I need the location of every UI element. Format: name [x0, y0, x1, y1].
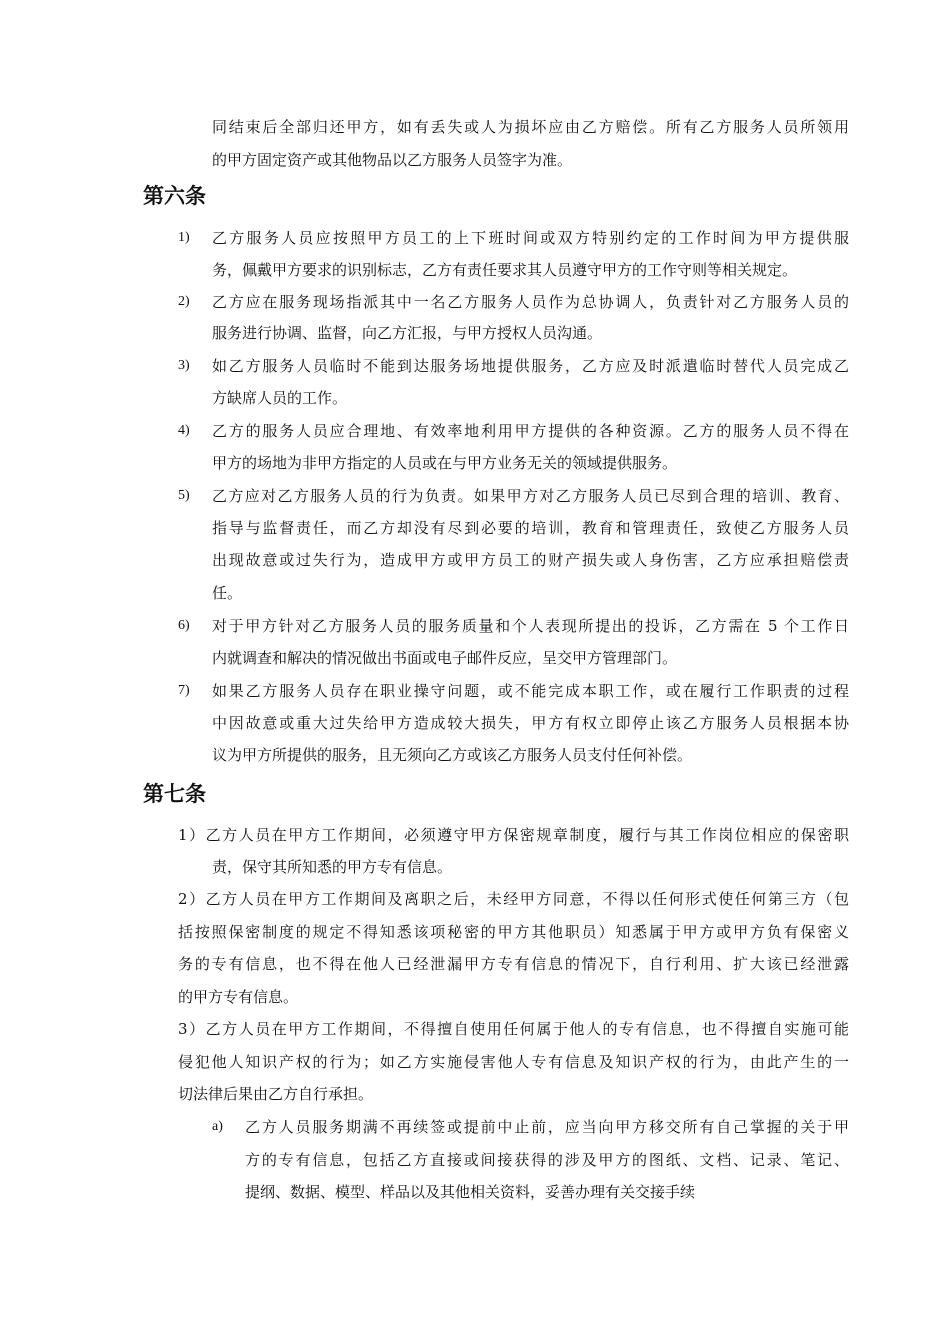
item-line: 如果乙方服务人员存在职业操守问题，或不能完成本职工作，或在履行工作职责的过程: [212, 682, 849, 700]
item-line: 议为甲方所提供的服务，且无须向乙方或该乙方服务人员支付任何补偿。: [212, 746, 693, 764]
subitem-line: 提纲、数据、模型、样品以及其他相关资料，妥善办理有关交接手续: [245, 1183, 696, 1201]
item-line: 中因故意或重大过失给甲方造成较大损失，甲方有权立即停止该乙方服务人员根据本协: [212, 714, 849, 732]
item-line: 任。: [212, 584, 243, 602]
item-line: 如乙方服务人员临时不能到达服务场地提供服务，乙方应及时派遣临时替代人员完成乙: [212, 357, 849, 375]
item-number: 4): [178, 423, 190, 438]
item-line: 服务进行协调、监督，向乙方汇报，与甲方授权人员沟通。: [212, 324, 603, 342]
clause-line: 切法律后果由乙方自行承担。: [178, 1085, 374, 1103]
intro-line-1: 同结束后全部归还甲方，如有丢失或人为损坏应由乙方赔偿。所有乙方服务人员所领用: [212, 118, 849, 136]
item-line: 指导与监督责任，而乙方却没有尽到必要的培训，教育和管理责任，致使乙方服务人员: [212, 519, 849, 537]
clause-line: 责，保守其所知悉的甲方专有信息。: [212, 858, 453, 876]
subitem-line: 方的专有信息，包括乙方直接或间接获得的涉及甲方的图纸、文档、记录、笔记、: [245, 1151, 849, 1169]
item-number: 1): [178, 230, 190, 245]
item-line: 对于甲方针对乙方服务人员的服务质量和个人表现所提出的投诉，乙方需在 5 个工作日: [212, 617, 849, 635]
article-7-heading: 第七条: [143, 782, 206, 806]
item-line: 内就调查和解决的情况做出书面或电子邮件反应，呈交甲方管理部门。: [212, 649, 678, 667]
subitem-number: a): [212, 1119, 223, 1134]
item-line: 甲方的场地为非甲方指定的人员或在与甲方业务无关的领域提供服务。: [212, 454, 678, 472]
clause-line: 侵犯他人知识产权的行为；如乙方实施侵害他人专有信息及知识产权的行为，由此产生的一: [178, 1053, 849, 1071]
clause-line: 3）乙方人员在甲方工作期间，不得擅自使用任何属于他人的专有信息，也不得擅自实施可能: [178, 1020, 849, 1038]
clause-line: 务的专有信息，也不得在他人已经泄漏甲方专有信息的情况下，自行利用、扩大该已经泄露: [178, 955, 849, 973]
item-line: 乙方应在服务现场指派其中一名乙方服务人员作为总协调人，负责针对乙方服务人员的: [212, 293, 849, 311]
item-number: 7): [178, 683, 190, 698]
clause-line: 的甲方专有信息。: [178, 988, 299, 1006]
intro-line-2: 的甲方固定资产或其他物品以乙方服务人员签字为准。: [212, 151, 573, 169]
item-number: 6): [178, 618, 190, 633]
item-line: 乙方服务人员应按照甲方员工的上下班时间或双方特别约定的工作时间为甲方提供服: [212, 229, 849, 247]
item-number: 5): [178, 488, 190, 503]
clause-line: 1）乙方人员在甲方工作期间，必须遵守甲方保密规章制度，履行与其工作岗位相应的保密职: [178, 826, 849, 844]
clause-line: 括按照保密制度的规定不得知悉该项秘密的甲方其他职员）知悉属于甲方或甲方负有保密义: [178, 923, 849, 941]
item-line: 乙方应对乙方服务人员的行为负责。如果甲方对乙方服务人员已尽到合理的培训、教育、: [212, 487, 849, 505]
article-6-heading: 第六条: [143, 184, 206, 208]
item-number: 3): [178, 358, 190, 373]
item-line: 出现故意或过失行为，造成甲方或甲方员工的财产损失或人身伤害，乙方应承担赔偿责: [212, 551, 849, 569]
item-line: 务，佩戴甲方要求的识别标志，乙方有责任要求其人员遵守甲方的工作守则等相关规定。: [212, 261, 798, 279]
item-line: 方缺席人员的工作。: [212, 389, 348, 407]
clause-line: 2）乙方人员在甲方工作期间及离职之后，未经甲方同意，不得以任何形式使任何第三方（包: [178, 890, 849, 908]
item-number: 2): [178, 294, 190, 309]
item-line: 乙方的服务人员应合理地、有效率地利用甲方提供的各种资源。乙方的服务人员不得在: [212, 422, 849, 440]
subitem-line: 乙方人员服务期满不再续签或提前中止前，应当向甲方移交所有自己掌握的关于甲: [245, 1118, 849, 1136]
